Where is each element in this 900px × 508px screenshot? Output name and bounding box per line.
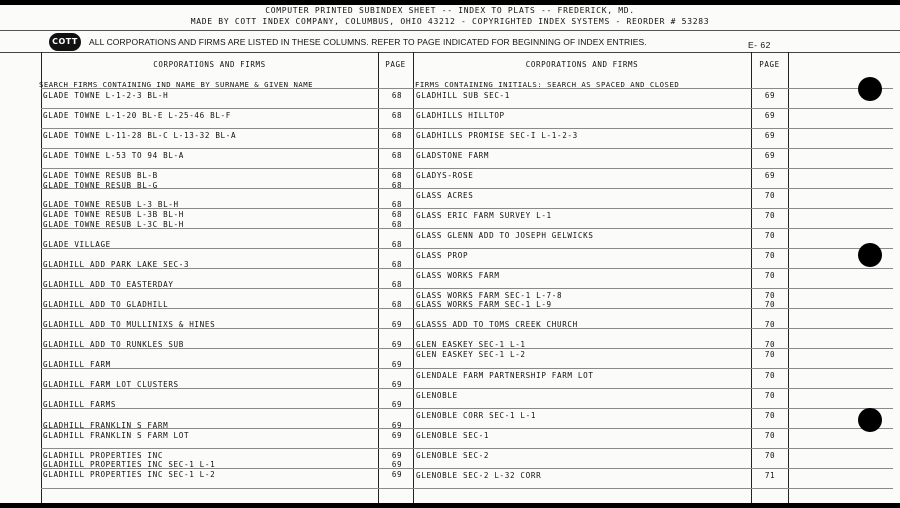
left-entry-page: 69 xyxy=(391,400,403,409)
left-entry-page: 69 xyxy=(391,360,403,369)
left-entry-name: GLADE TOWNE RESUB L-3 BL-H xyxy=(43,200,179,209)
row-rule xyxy=(41,368,788,369)
row-rule xyxy=(751,268,893,269)
left-entry-page: 68 xyxy=(391,260,403,269)
right-column-title: CORPORATIONS AND FIRMS xyxy=(525,60,639,69)
publisher-line: MADE BY COTT INDEX COMPANY, COLUMBUS, OHIO 43212 - COPYRIGHTED INDEX SYSTEMS - REORDER # 53283 xyxy=(190,17,710,26)
right-entry-page: 70 xyxy=(764,271,776,280)
right-entry-page: 70 xyxy=(764,291,776,300)
right-entry-name: GLEN EASKEY SEC-1 L-2 xyxy=(416,350,526,359)
row-rule xyxy=(41,448,788,449)
left-entry-name: GLADE TOWNE RESUB L-3C BL-H xyxy=(43,220,184,229)
left-entry-page: 68 xyxy=(391,181,403,190)
right-entry-page: 70 xyxy=(764,320,776,329)
left-entry-page: 68 xyxy=(391,111,403,120)
left-entry-page: 69 xyxy=(391,451,403,460)
column-rule xyxy=(41,52,42,503)
column-rule xyxy=(413,52,414,503)
right-entry-name: GLASS PROP xyxy=(416,251,469,260)
row-rule xyxy=(751,228,893,229)
notice-divider xyxy=(0,52,900,53)
row-rule xyxy=(41,248,788,249)
right-entry-name: GLEN EASKEY SEC-1 L-1 xyxy=(416,340,526,349)
right-entry-name: GLENOBLE SEC-2 L-32 CORR xyxy=(416,471,542,480)
row-rule xyxy=(751,488,893,489)
right-entry-name: GLASS ERIC FARM SURVEY L-1 xyxy=(416,211,552,220)
left-entry-name: GLADHILL ADD TO GLADHILL xyxy=(43,300,169,309)
right-entry-page: 70 xyxy=(764,391,776,400)
left-entry-page: 68 xyxy=(391,210,403,219)
left-entry-name: GLADHILL ADD TO EASTERDAY xyxy=(43,280,174,289)
header-divider xyxy=(0,30,900,31)
right-entry-page: 70 xyxy=(764,251,776,260)
right-entry-page: 69 xyxy=(764,171,776,180)
right-entry-page: 70 xyxy=(764,191,776,200)
right-entry-page: 70 xyxy=(764,340,776,349)
punch-hole xyxy=(858,243,882,267)
right-entry-page: 69 xyxy=(764,151,776,160)
right-entry-page: 69 xyxy=(764,91,776,100)
left-entry-name: GLADHILL FARM LOT CLUSTERS xyxy=(43,380,179,389)
left-entry-name: GLADHILL ADD TO RUNKLES SUB xyxy=(43,340,184,349)
right-entry-name: GLADSTONE FARM xyxy=(416,151,490,160)
sheet-code: E- 62 xyxy=(748,40,771,50)
row-rule xyxy=(751,128,893,129)
left-entry-name: GLADE TOWNE RESUB BL-B xyxy=(43,171,158,180)
right-entry-page: 70 xyxy=(764,411,776,420)
right-entry-page: 70 xyxy=(764,451,776,460)
row-rule xyxy=(751,188,893,189)
column-rule xyxy=(788,52,789,503)
row-rule xyxy=(751,388,893,389)
left-entry-page: 68 xyxy=(391,151,403,160)
right-entry-page: 69 xyxy=(764,111,776,120)
left-entry-page: 69 xyxy=(391,380,403,389)
row-rule xyxy=(751,288,893,289)
notice-text: ALL CORPORATIONS AND FIRMS ARE LISTED IN THESE COLUMNS. REFER TO PAGE INDICATED FOR BEGINNING OF INDEX ENTRIES. xyxy=(89,37,647,47)
left-entry-page: 69 xyxy=(391,340,403,349)
left-entry-page: 68 xyxy=(391,171,403,180)
row-rule xyxy=(41,88,788,89)
row-rule xyxy=(751,168,893,169)
left-entry-name: GLADHILL ADD TO MULLINIXS & HINES xyxy=(43,320,216,329)
right-entry-name: GLENOBLE CORR SEC-1 L-1 xyxy=(416,411,537,420)
left-entry-page: 68 xyxy=(391,131,403,140)
punch-hole xyxy=(858,408,882,432)
left-entry-page: 69 xyxy=(391,320,403,329)
left-entry-name: GLADE TOWNE L-1-2-3 BL-H xyxy=(43,91,169,100)
left-entry-page: 68 xyxy=(391,220,403,229)
left-entry-name: GLADHILL PROPERTIES INC SEC-1 L-1 xyxy=(43,460,216,469)
right-entry-name: GLASS GLENN ADD TO JOSEPH GELWICKS xyxy=(416,231,594,240)
left-entry-name: GLADE VILLAGE xyxy=(43,240,111,249)
right-entry-name: GLASS WORKS FARM SEC-1 L-9 xyxy=(416,300,552,309)
left-entry-name: GLADHILL FRANKLIN S FARM xyxy=(43,421,169,430)
left-entry-name: GLADHILL FARMS xyxy=(43,400,117,409)
left-entry-page: 69 xyxy=(391,421,403,430)
left-entry-name: GLADE TOWNE RESUB L-3B BL-H xyxy=(43,210,184,219)
left-entry-name: GLADE TOWNE RESUB BL-G xyxy=(43,181,158,190)
row-rule xyxy=(41,488,788,489)
left-entry-page: 68 xyxy=(391,300,403,309)
left-entry-name: GLADE TOWNE L-53 TO 94 BL-A xyxy=(43,151,184,160)
row-rule xyxy=(751,448,893,449)
row-rule xyxy=(751,108,893,109)
right-entry-name: GLADHILL SUB SEC-1 xyxy=(416,91,510,100)
right-entry-name: GLADHILLS HILLTOP xyxy=(416,111,505,120)
right-entry-name: GLADHILLS PROMISE SEC-I L-1-2-3 xyxy=(416,131,578,140)
column-rule xyxy=(378,52,379,503)
left-entry-page: 69 xyxy=(391,431,403,440)
left-entry-name: GLADE TOWNE L-11-28 BL-C L-13-32 BL-A xyxy=(43,131,237,140)
row-rule xyxy=(751,368,893,369)
right-entry-name: GLASS WORKS FARM xyxy=(416,271,500,280)
right-column-subtitle: FIRMS CONTAINING INITIALS: SEARCH AS SPACED AND CLOSED xyxy=(415,80,680,89)
left-entry-page: 68 xyxy=(391,91,403,100)
left-entry-page: 68 xyxy=(391,280,403,289)
row-rule xyxy=(751,208,893,209)
column-rule xyxy=(751,52,752,503)
row-rule xyxy=(41,168,788,169)
row-rule xyxy=(751,468,893,469)
left-entry-name: GLADHILL FARM xyxy=(43,360,111,369)
left-page-title: PAGE xyxy=(385,60,406,69)
right-entry-name: GLADYS-ROSE xyxy=(416,171,474,180)
right-entry-name: GLASSS ADD TO TOMS CREEK CHURCH xyxy=(416,320,578,329)
bottom-edge xyxy=(0,503,900,508)
left-entry-name: GLADHILL PROPERTIES INC SEC-1 L-2 xyxy=(43,470,216,479)
left-column-subtitle: SEARCH FIRMS CONTAINING IND NAME BY SURNAME & GIVEN NAME xyxy=(39,80,314,89)
cott-logo: COTT xyxy=(49,33,81,51)
left-entry-name: GLADHILL ADD PARK LAKE SEC-3 xyxy=(43,260,190,269)
row-rule xyxy=(41,128,788,129)
row-rule xyxy=(41,108,788,109)
right-entry-name: GLASS ACRES xyxy=(416,191,474,200)
right-entry-page: 70 xyxy=(764,371,776,380)
left-entry-name: GLADE TOWNE L-1-20 BL-E L-25-46 BL-F xyxy=(43,111,231,120)
right-entry-page: 71 xyxy=(764,471,776,480)
right-entry-page: 70 xyxy=(764,350,776,359)
right-entry-page: 70 xyxy=(764,211,776,220)
right-page-title: PAGE xyxy=(759,60,780,69)
right-entry-page: 70 xyxy=(764,231,776,240)
left-column-title: CORPORATIONS AND FIRMS xyxy=(153,60,266,69)
punch-hole xyxy=(858,77,882,101)
left-entry-page: 69 xyxy=(391,460,403,469)
right-entry-name: GLASS WORKS FARM SEC-1 L-7-8 xyxy=(416,291,563,300)
left-entry-name: GLADHILL PROPERTIES INC xyxy=(43,451,164,460)
sheet-title: COMPUTER PRINTED SUBINDEX SHEET -- INDEX TO PLATS -- FREDERICK, MD. xyxy=(265,6,635,15)
left-entry-name: GLADHILL FRANKLIN S FARM LOT xyxy=(43,431,190,440)
right-entry-name: GLENOBLE SEC-1 xyxy=(416,431,490,440)
right-entry-page: 69 xyxy=(764,131,776,140)
row-rule xyxy=(41,148,788,149)
top-edge xyxy=(0,0,900,5)
left-entry-page: 68 xyxy=(391,240,403,249)
row-rule xyxy=(41,408,788,409)
left-entry-page: 68 xyxy=(391,200,403,209)
right-entry-name: GLENOBLE SEC-2 xyxy=(416,451,490,460)
right-entry-page: 70 xyxy=(764,431,776,440)
right-entry-page: 70 xyxy=(764,300,776,309)
left-entry-page: 69 xyxy=(391,470,403,479)
right-entry-name: GLENOBLE xyxy=(416,391,458,400)
row-rule xyxy=(751,148,893,149)
right-entry-name: GLENDALE FARM PARTNERSHIP FARM LOT xyxy=(416,371,594,380)
